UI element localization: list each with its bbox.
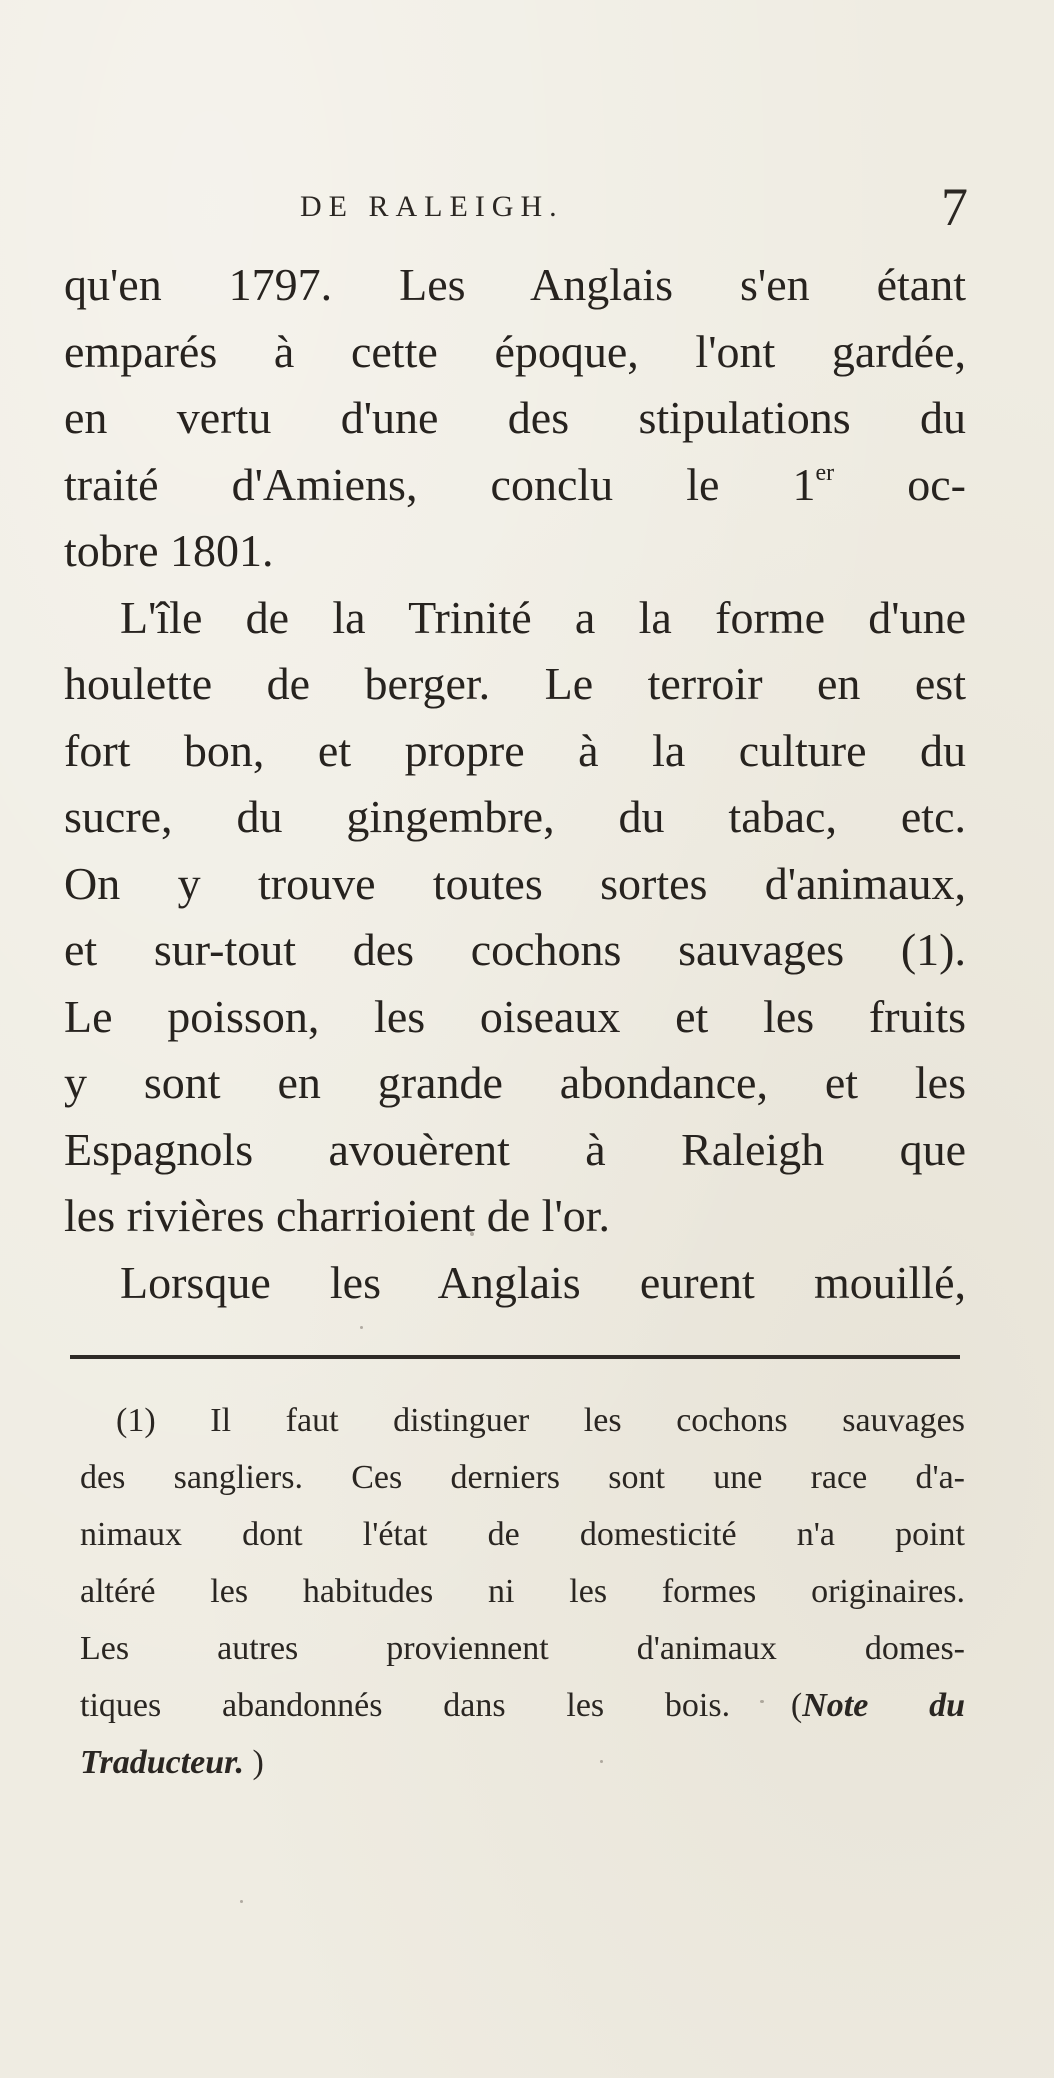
footnote-line-4: altéré les habitudes ni les formes originaires. [80, 1573, 965, 1610]
body-line-2: emparés à cette époque, l'ont gardée, [64, 325, 966, 377]
footnote-line-5: Les autres proviennent d'animaux domes- [80, 1630, 965, 1667]
body-line-13: y sont en grande abondance, et les [64, 1057, 966, 1108]
body-line-4-text: traité d'Amiens, conclu le 1 [64, 458, 816, 510]
body-line-5: tobre 1801. [64, 525, 274, 576]
body-line-11: et sur-tout des cochons sauvages (1). [64, 924, 966, 975]
footnote-divider [70, 1355, 960, 1359]
body-line-16: Lorsque les Anglais eurent mouillé, [120, 1256, 966, 1308]
note-label: Note du [802, 1687, 965, 1724]
body-text [64, 252, 966, 1316]
footnote-line-6-text: tiques abandonnés dans les bois. ( [80, 1687, 803, 1724]
body-line-4-tail: oc- [907, 458, 966, 510]
page-number: 7 [941, 177, 968, 237]
body-line-9: sucre, du gingembre, du tabac, etc. [64, 791, 966, 842]
ordinal-superscript: er [815, 459, 835, 486]
page-header [300, 177, 980, 242]
body-line-12: Le poisson, les oiseaux et les fruits [64, 990, 966, 1042]
body-line-14: Espagnols avouèrent à Raleigh que [64, 1123, 966, 1175]
body-line-4 [64, 452, 966, 519]
footnote-line-7 [80, 1734, 965, 1791]
body-line-3: en vertu d'une des stipulations du [64, 392, 966, 443]
body-line-7: houlette de berger. Le terroir en est [64, 658, 966, 709]
footnote-line-3: nimaux dont l'état de domesticité n'a point [80, 1516, 965, 1553]
body-line-1: qu'en 1797. Les Anglais s'en étant [64, 259, 966, 310]
body-line-8: fort bon, et propre à la culture du [64, 724, 966, 776]
paper-speck [360, 1326, 363, 1329]
paper-speck [600, 1760, 603, 1763]
body-line-10: On y trouve toutes sortes d'animaux, [64, 857, 966, 909]
body-line-6: L'île de la Trinité a la forme d'une [120, 591, 966, 643]
paper-speck [240, 1900, 243, 1903]
footnote-line-2: des sangliers. Ces derniers sont une race d'a- [80, 1459, 965, 1496]
close-paren: ) [252, 1744, 264, 1781]
paper-speck [760, 1700, 764, 1703]
paper-speck [470, 1232, 474, 1236]
footnote [80, 1392, 965, 1791]
body-line-15: les rivières charrioient de l'or. [64, 1190, 611, 1241]
note-label-end: Traducteur. [80, 1744, 245, 1781]
running-title: DE RALEIGH. [300, 190, 564, 223]
footnote-line-6 [80, 1677, 965, 1734]
footnote-line-1: (1) Il faut distinguer les cochons sauvages [116, 1402, 965, 1439]
